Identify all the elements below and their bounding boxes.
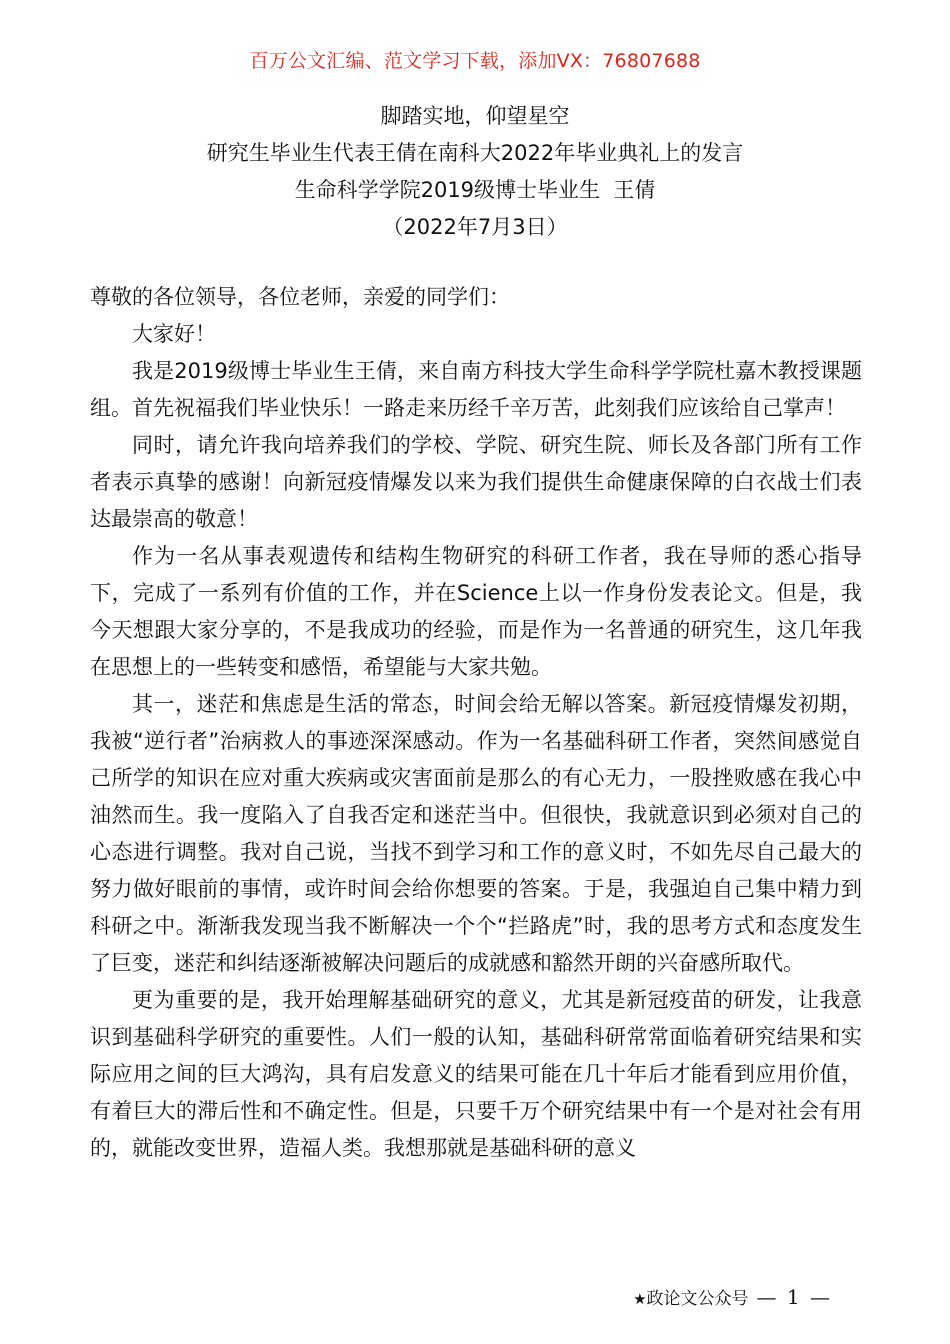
watermark-banner: 百万公文汇编、范文学习下载，添加VX：76807688 — [249, 50, 701, 72]
footer-source: 政论文公众号 — [646, 1289, 749, 1309]
document-date: （2022年7月3日） — [382, 215, 568, 239]
paragraph-thanks: 同时，请允许我向培养我们的学校、学院、研究生院、师长及各部门所有工作者表示真挚的感谢！向新冠疫情爆发以来为我们提供生命健康保障的白衣战士们表达最崇高的敬意！ — [90, 433, 862, 531]
paragraph-research: 作为一名从事表观遗传和结构生物研究的科研工作者，我在导师的悉心指导下，完成了一系列有价值的工作，并在Science上以一作身份发表论文。但是，我今天想跟大家分享的，不是我成功的经验，而是作为一名普通的研究生，这几年我在思想上的一些转变和感悟，希望能与大家共勉。 — [90, 544, 862, 679]
paragraph-basic-research: 更为重要的是，我开始理解基础研究的意义，尤其是新冠疫苗的研发，让我意识到基础科学研究的重要性。人们一般的认知，基础科研常常面临着研究结果和实际应用之间的巨大鸿沟，具有启发意义的结果可能在几十年后才能看到应用价值，有着巨大的滞后性和不确定性。但是，只要千万个研究结果中有一个是对社会有用的，就能改变世界，造福人类。我想那就是基础科研的意义 — [90, 988, 862, 1160]
page-number: — 1 — — [756, 1285, 832, 1309]
page-footer — [633, 1284, 832, 1309]
document-title: 脚踏实地，仰望星空 — [380, 104, 570, 128]
paragraph-greeting: 大家好！ — [132, 322, 216, 346]
salutation: 尊敬的各位领导，各位老师，亲爱的同学们： — [90, 285, 510, 309]
heading-block — [0, 98, 950, 246]
paragraph-point-one: 其一，迷茫和焦虑是生活的常态，时间会给无解以答案。新冠疫情爆发初期，我被“逆行者”治病救人的事迹深深感动。作为一名基础科研工作者，突然间感觉自己所学的知识在应对重大疾病或灾害面前是那么的有心无力，一股挫败感在我心中油然而生。我一度陷入了自我否定和迷茫当中。但很快，我就意识到必须对自己的心态进行调整。我对自己说，当找不到学习和工作的意义时，不如先尽自己最大的努力做好眼前的事情，或许时间会给你想要的答案。于是，我强迫自己集中精力到科研之中。渐渐我发现当我不断解决一个个“拦路虎”时，我的思考方式和态度发生了巨变，迷茫和纠结逐渐被解决问题后的成就感和豁然开朗的兴奋感所取代。 — [90, 692, 862, 975]
paragraph-introduction: 我是2019级博士毕业生王倩，来自南方科技大学生命科学学院杜嘉木教授课题组。首先祝福我们毕业快乐！一路走来历经千辛万苦，此刻我们应该给自己掌声！ — [90, 359, 862, 420]
speech-body — [90, 279, 862, 1167]
star-icon: ★ — [633, 1290, 647, 1308]
document-subtitle: 研究生毕业生代表王倩在南科大2022年毕业典礼上的发言 — [206, 141, 744, 165]
document-author: 生命科学学院2019级博士毕业生 王倩 — [294, 178, 656, 202]
